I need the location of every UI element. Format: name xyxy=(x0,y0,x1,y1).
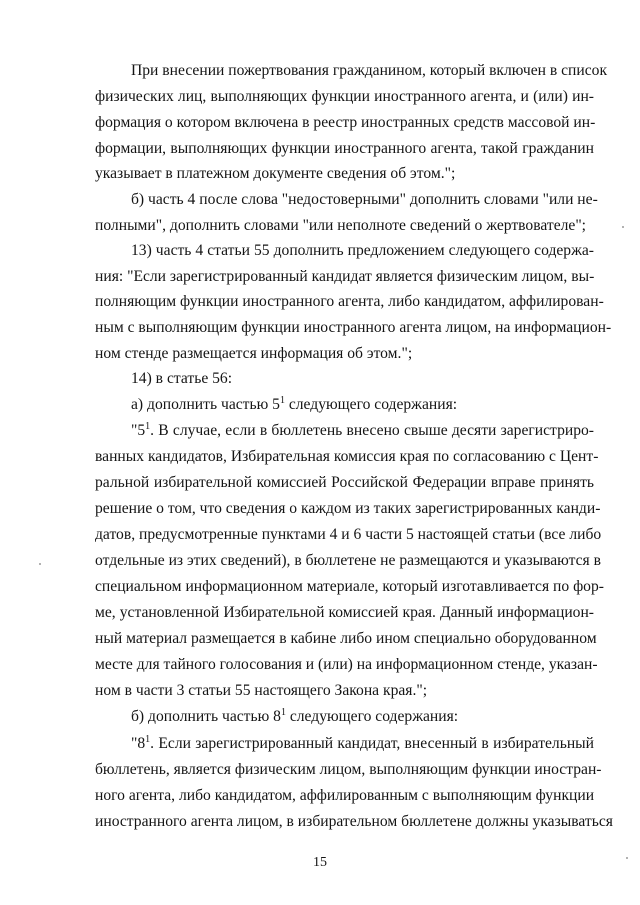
text-fragment: следующего содержания: xyxy=(284,396,458,413)
text-line xyxy=(131,733,594,755)
text-line: ном в части 3 статьи 55 настоящего Закона края."; xyxy=(95,682,428,699)
text-fragment: б) дополнить частью 8 xyxy=(131,708,281,725)
text-line: бюллетень, является физическим лицом, выполняющим функции иностран- xyxy=(95,761,602,778)
superscript: 1 xyxy=(279,395,285,406)
text-line xyxy=(131,706,594,728)
page-number: 15 xyxy=(313,855,327,870)
text-line: При внесении пожертвования гражданином, который включен в список xyxy=(131,62,608,79)
text-line: ный материал размещается в кабине либо ином специально оборудованном xyxy=(95,630,597,647)
text-line: отдельные из этих сведений), в бюллетене не размещаются и указываются в xyxy=(95,552,601,569)
text-fragment: "5 xyxy=(131,422,146,439)
text-line: физических лиц, выполняющих функции иностранного агента, и (или) ин- xyxy=(95,88,594,105)
text-line: датов, предусмотренные пунктами 4 и 6 части 5 настоящей статьи (все либо xyxy=(95,526,602,543)
text-line: 13) часть 4 статьи 55 дополнить предложением следующего содержа- xyxy=(131,242,594,259)
text-line: 14) в статье 56: xyxy=(131,370,233,387)
scan-speck xyxy=(622,226,624,228)
superscript: 1 xyxy=(145,734,151,745)
text-line: формация о котором включена в реестр иностранных средств массовой ин- xyxy=(95,114,596,131)
text-fragment: "8 xyxy=(131,735,146,752)
text-line: б) часть 4 после слова "недостоверными" дополнить словами "или не- xyxy=(131,191,598,208)
scan-speck xyxy=(39,563,41,565)
text-line: ме, установленной Избирательной комиссией края. Данный информацион- xyxy=(95,604,594,621)
text-fragment: а) дополнить частью 5 xyxy=(131,396,280,413)
text-line xyxy=(131,420,594,442)
text-line: решение о том, что сведения о каждом из таких зарегистрированных канди- xyxy=(95,500,601,517)
text-line: полняющим функции иностранного агента, либо кандидатом, аффилирован- xyxy=(95,293,604,310)
text-line: ного агента, либо кандидатом, аффилированным с выполняющим функции xyxy=(95,787,595,804)
text-line: месте для тайного голосования и (или) на информационном стенде, указан- xyxy=(95,656,598,673)
text-line: иностранного агента лицом, в избирательном бюллетене должны указываться xyxy=(95,813,613,830)
text-line: ном стенде размещается информация об этом."; xyxy=(95,345,413,362)
text-line: ния: "Если зарегистрированный кандидат является физическим лицом, вы- xyxy=(95,268,595,285)
superscript: 1 xyxy=(145,421,151,432)
text-fragment: . Если зарегистрированный кандидат, внесенный в избирательный xyxy=(150,735,594,752)
text-line: указывает в платежном документе сведения об этом."; xyxy=(95,165,456,182)
text-line: ральной избирательной комиссией Российской Федерации вправе принять xyxy=(95,474,594,491)
text-line: специальном информационном материале, который изготавливается по фор- xyxy=(95,578,604,595)
text-fragment: . В случае, если в бюллетень внесено свыше десяти зарегистриро- xyxy=(150,422,594,439)
text-fragment: следующего содержания: xyxy=(285,708,459,725)
text-line: ным с выполняющим функции иностранного агента лицом, на информацион- xyxy=(95,319,612,336)
text-line: полными", дополнить словами "или неполноте сведений о жертвователе"; xyxy=(95,217,587,234)
superscript: 1 xyxy=(280,707,286,718)
text-line xyxy=(131,394,594,416)
text-line: ванных кандидатов, Избирательная комиссия края по согласованию с Цент- xyxy=(95,448,599,465)
scan-speck xyxy=(626,857,628,859)
text-line: формации, выполняющих функции иностранного агента, такой гражданин xyxy=(95,140,594,157)
